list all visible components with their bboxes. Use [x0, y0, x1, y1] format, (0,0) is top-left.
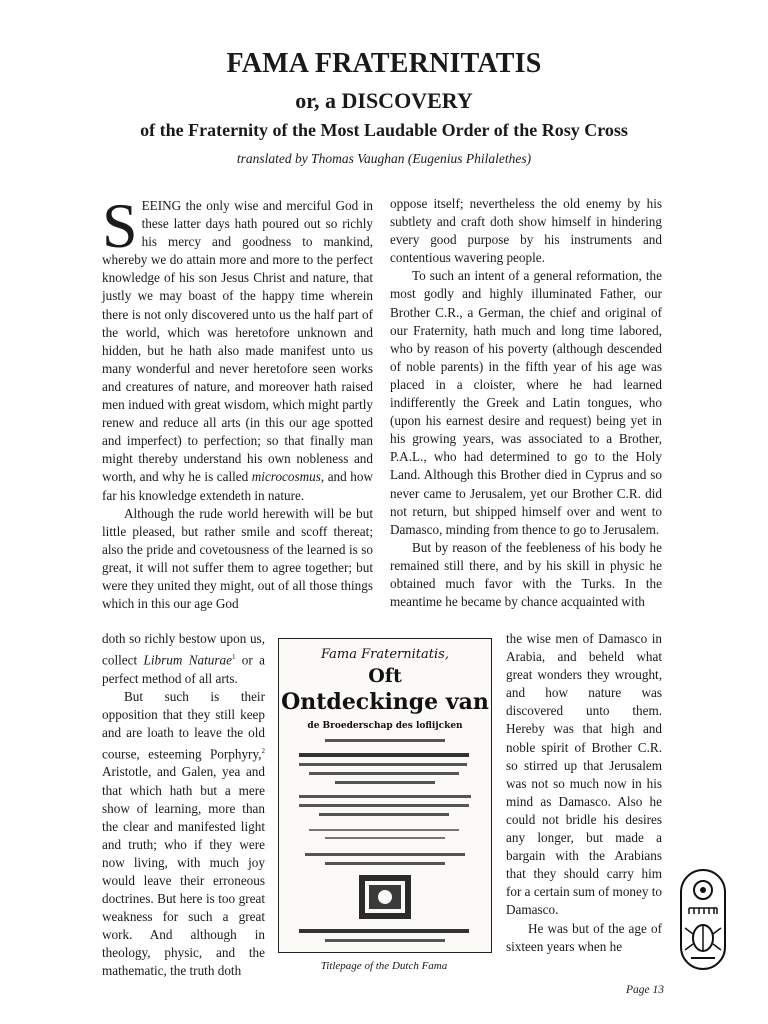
- text: But such is their opposition that they still keep and are loath to leave the old course, esteeming Porphyry,: [102, 688, 265, 762]
- paragraph: He was but of the age of sixteen years when he: [506, 920, 662, 954]
- text: doth so richly bestow upon us, collect: [102, 631, 265, 668]
- paragraph: [102, 688, 265, 981]
- blackletter-text-block: [299, 763, 467, 766]
- blackletter-text-block: [299, 795, 471, 798]
- paragraph: Although the rude world herewith will be but little pleased, but rather smile and scoff thereat; also the pride and covetousness of the learned is so great, it will not suffer them to agree together; but were they united they might, out of all those things which in this our age God: [102, 505, 373, 612]
- footnote-ref: 2: [261, 746, 265, 755]
- printers-device-icon: [355, 873, 415, 921]
- text: or a perfect method of all arts.: [102, 652, 266, 686]
- drop-cap: S: [102, 190, 138, 261]
- titlepage-line: Fama Fraternitatis,: [321, 647, 449, 662]
- page-number: Page 13: [625, 984, 664, 996]
- paragraph: [102, 630, 265, 688]
- cartouche-icon: [679, 868, 727, 971]
- right-narrow-column: [506, 630, 662, 956]
- sub-subtitle: of the Fraternity of the Most Laudable Order of the Rosy Cross: [140, 120, 628, 140]
- title: FAMA FRATERNITATIS: [226, 48, 542, 79]
- blackletter-text-block: [299, 753, 469, 757]
- blackletter-text-block: [319, 813, 449, 816]
- translator-credit: translated by Thomas Vaughan (Eugenius Philalethes): [236, 151, 532, 166]
- left-narrow-column: [102, 630, 265, 981]
- titlepage-line: de Broederschap des loflijcken: [307, 721, 463, 731]
- blackletter-text-block: [325, 837, 445, 839]
- paragraph: To such an intent of a general reformation, the most godly and highly illuminated Father, our Brother C.R., a German, the chief and original of our Fraternity, hath much and long time labored, who by reason of his poverty (although descended of noble parents) in the fifth year of his age was placed in a cloister, where he had learned indifferently the Greek and Latin tongues, who (upon his earnest desire and request) being yet in his growing years, was associated to a Brother, P.A.L., who had determined to go to the Holy Land. Although this Brother died in Cyprus and so never came to Jerusalem, yet our Brother C.R. did not return, but shipped himself over and went to Damasco, minding from thence to go to Jerusalem.: [390, 268, 662, 537]
- titlepage-line: Ontdeckinge van: [281, 689, 489, 715]
- blackletter-text-block: [299, 804, 469, 807]
- text: EEING the only wise and merciful God in these latter days hath poured out so richly his mercy and goodness to mankind, whereby we do attain more and more to the perfect knowledge of his son Jesus Christ and nature, that justly we may boast of the happy time wherein there is not only discovered unto us the half part of the world, which was heretofore unknown and hidden, but he hath also made manifest unto us many wonderful and never heretofore seen works and creatures of nature, and moreover hath raised men indued with great wisdom, which might partly renew and reduce all arts (in this our age spotted and imperfect) to perfection; so that finally man might thereby understand his own nobleness and worth, and why he is called: [102, 198, 373, 485]
- paragraph: But by reason of the feebleness of his body he remained still there, and by his skill in physic he obtained much favor with the Turks. In the meantime he became by chance acquainted with: [390, 539, 662, 610]
- dutch-fama-titlepage-image: [278, 638, 492, 953]
- subtitle: or, a DISCOVERY: [295, 88, 473, 113]
- blackletter-text-block: [309, 829, 459, 831]
- text: Aristotle, and Galen, yea and that which hath but a mere show of learning, more than the clear and manifested light and truth; who if they were now living, with much joy would leave their erroneous doctrines. But here is too great weakness for such a great work. And although in theology, physic, and the mathematic, the truth doth: [102, 764, 265, 979]
- titlepage-line: Oft: [368, 665, 402, 687]
- right-column: [390, 195, 662, 611]
- figure-caption: Titlepage of the Dutch Fama: [320, 960, 448, 972]
- blackletter-text-block: [325, 739, 445, 742]
- italic-term: microcosmus: [251, 469, 321, 485]
- blackletter-text-block: [299, 929, 469, 933]
- blackletter-text-block: [305, 853, 465, 856]
- blackletter-text-block: [309, 772, 459, 775]
- footnote-ref: 1: [231, 653, 236, 662]
- left-column: [102, 190, 373, 613]
- paragraph: oppose itself; nevertheless the old enemy by his subtlety and craft doth show himself in hindering every good purpose by his instruments and contentious wavering people.: [390, 196, 662, 266]
- paragraph: the wise men of Damasco in Arabia, and beheld what great wonders they wrought, and how nature was discovered unto them. Hereby was that high and noble spirit of Brother C.R. so stirred up that Jerusalem was not so much now in his mind as Damasco. Also he could not bridle his desires any longer, but made a bargain with the Arabians that they should carry him for a certain sum of money to Damasco.: [506, 631, 663, 918]
- blackletter-text-block: [335, 781, 435, 784]
- blackletter-text-block: [325, 939, 445, 942]
- text: , and how far his knowledge extendeth in nature.: [102, 469, 373, 503]
- paragraph: [102, 190, 373, 505]
- italic-term: Librum Naturae: [143, 652, 232, 668]
- blackletter-text-block: [325, 862, 445, 865]
